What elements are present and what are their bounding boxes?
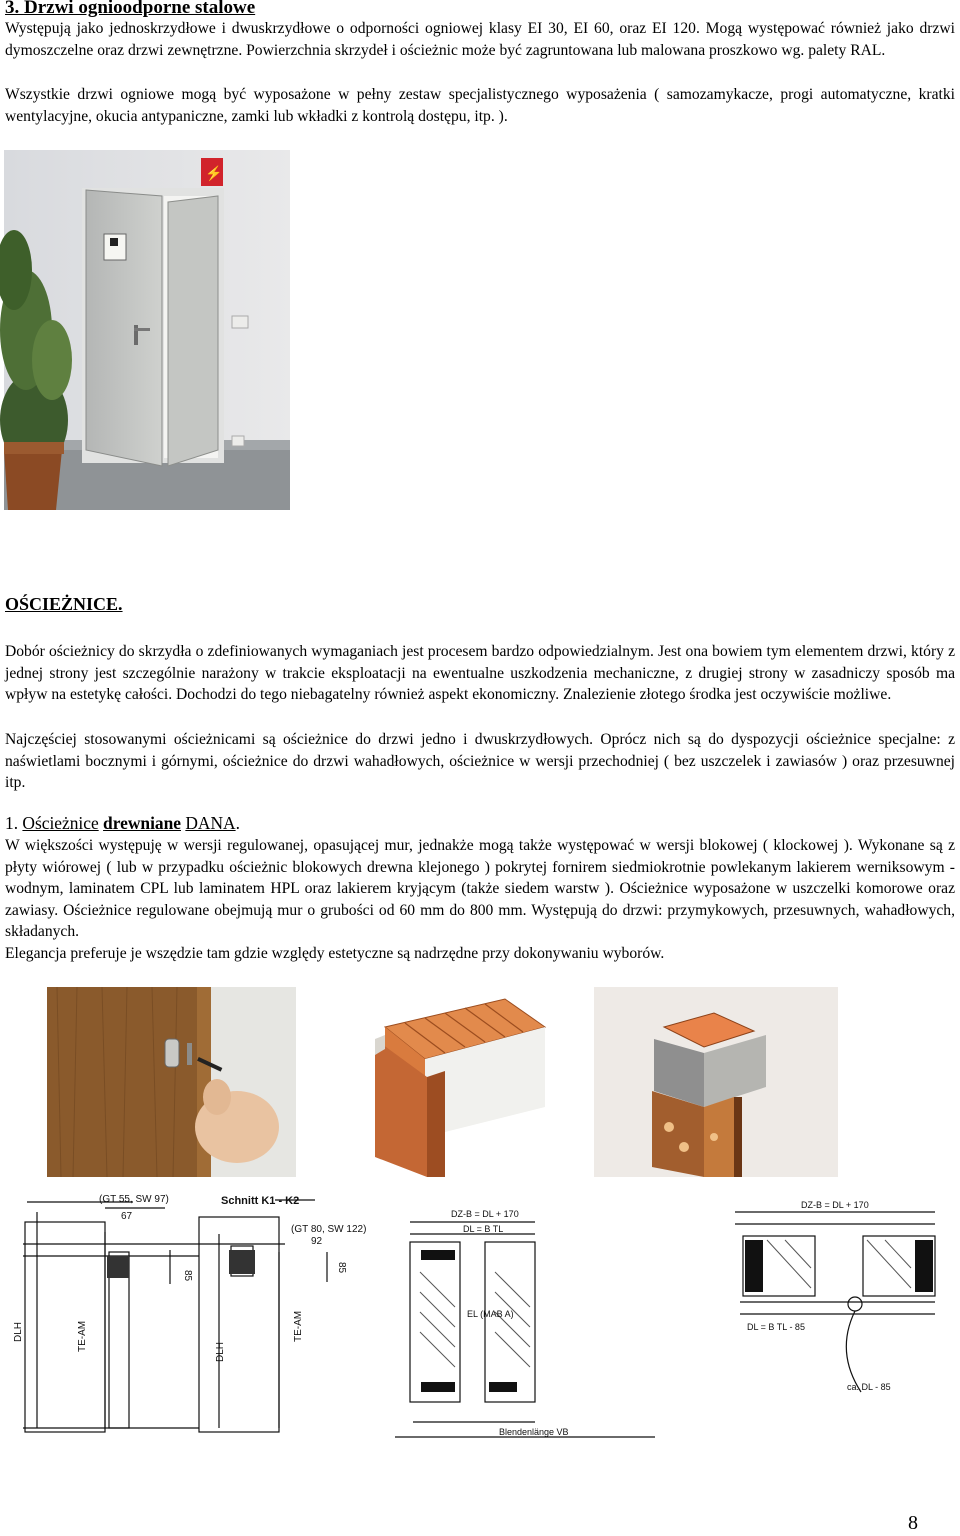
equipment-paragraph: Wszystkie drzwi ogniowe mogą być wyposażone w pełny zestaw specjalistycznego wyposażenia ( samozamykacze, progi automatyczne, kratki wentylacyjne, okucia antypaniczne, zamki lub wkładki z kontrolą dostępu, itp. ). — [5, 86, 955, 125]
section-label: Schnitt K1 - K2 — [221, 1195, 300, 1207]
el-label: EL (MAB A) — [467, 1309, 514, 1319]
steel-doors-paragraph: Występują jako jednoskrzydłowe i dwuskrzydłowe o odporności ogniowej klasy EI 30, EI 60, oraz EI 120. Mogą występować również jako drzwi dymoszczelne oraz drzwi zewnętrzne. Powierzchnia skrzydeł i ościeżnic może być zagruntowana lub malowana proszkowo wg. palety RAL. — [5, 20, 955, 59]
dim-gt80-label: (GT 80, SW 122) — [291, 1224, 367, 1235]
dlh-a-label: DLH — [13, 1321, 24, 1342]
dl-left-label: DL = B TL — [463, 1224, 504, 1234]
team-b-label: TE-AM — [293, 1310, 304, 1342]
dim-67-label: 67 — [121, 1211, 133, 1222]
dim-85-a-label: 85 — [182, 1270, 193, 1282]
mid-dim-label: DL = B TL - 85 — [747, 1322, 805, 1332]
svg-text:⚡: ⚡ — [205, 167, 223, 182]
adjustable-frame-photo — [345, 987, 557, 1177]
lower-dim-label: ca. DL - 85 — [847, 1382, 891, 1392]
dz-left-label: DZ-B = DL + 170 — [451, 1209, 519, 1219]
hinge-adjustment-photo — [47, 987, 296, 1177]
item-1-title-b: drewniane — [103, 813, 181, 833]
blend-label: Blendenlänge VB — [499, 1427, 569, 1437]
page-number: 8 — [908, 1512, 918, 1534]
dlh-b-label: DLH — [215, 1341, 226, 1362]
section-heading: 3. Drzwi ognioodporne stalowe — [5, 0, 256, 18]
dim-gt55-label: (GT 55, SW 97) — [99, 1194, 169, 1205]
frames-paragraph-1: Dobór ościeżnicy do skrzydła o zdefiniowanych wymaganiach jest procesem bardzo odpowiedzialnym. Jest ona bowiem tym elementem drzwi, który z jednej strony jest szczególnie narażony w trakcie eksploatacji na ewentualne uszkodzenia mechaniczne, z drugiej strony w zasadniczy sposób ma wpływ na estetykę całości. Dochodzi do tego niebagatelny również aspekt ekonomiczny. Znalezienie złotego środka jest oczywiście możliwe. — [5, 643, 955, 704]
wooden-frames-paragraph: W większości występuję w wersji regulowanej, opasującej mur, jednakże mogą także występować w wersji blokowej ( klockowej ). Wykonane są z płyty wiórowej ( lub w przypadku ościeżnic blokowych drewna klejonego ) pokrytej fornirem siedmiokrotnie powlekanym lakierem werniksowym - wodnym, laminatem CPL lub laminatem HPL oraz lakierem kryjącym (także siedem warstw ). Ościeżnice wyposażone w uszczelki komorowe oraz zawiasy. Ościeżnice regulowane obejmują mur o grubości od 60 mm do 800 mm. Występują do drzwi: przymykowych, przesuwnych, wahadłowych, składanych. — [5, 837, 955, 941]
dim-92-label: 92 — [311, 1236, 323, 1247]
frame-technical-drawing — [15, 1192, 945, 1442]
dim-85-b-label: 85 — [336, 1262, 347, 1274]
fire-door-photo — [4, 150, 290, 510]
elegance-paragraph: Elegancja preferuje je wszędzie tam gdzie względy estetyczne są nadrzędne przy dokonywaniu wyborów. — [5, 945, 665, 962]
item-1-title-c: DANA — [185, 813, 236, 833]
frames-heading: OŚCIEŻNICE. — [5, 594, 123, 614]
item-1-title-tail: . — [235, 813, 240, 833]
item-1-heading — [5, 813, 240, 834]
team-a-label: TE-AM — [77, 1320, 88, 1352]
block-frame-photo — [594, 987, 838, 1177]
item-1-title-a: Ościeżnice — [22, 813, 99, 833]
dz-right-label: DZ-B = DL + 170 — [801, 1200, 869, 1210]
frames-paragraph-2: Najczęściej stosowanymi ościeżnicami są ościeżnice do drzwi jedno i dwuskrzydłowych. Oprócz nich są do dyspozycji ościeżnice specjalne: z naświetlami bocznymi i górnymi, ościeżnice do drzwi wahadłowych, ościeżnice w wersji przechodniej ( bez uszczelek i zawiasów ) oraz przesuwnej itp. — [5, 731, 955, 792]
item-1-number: 1. — [5, 813, 19, 833]
